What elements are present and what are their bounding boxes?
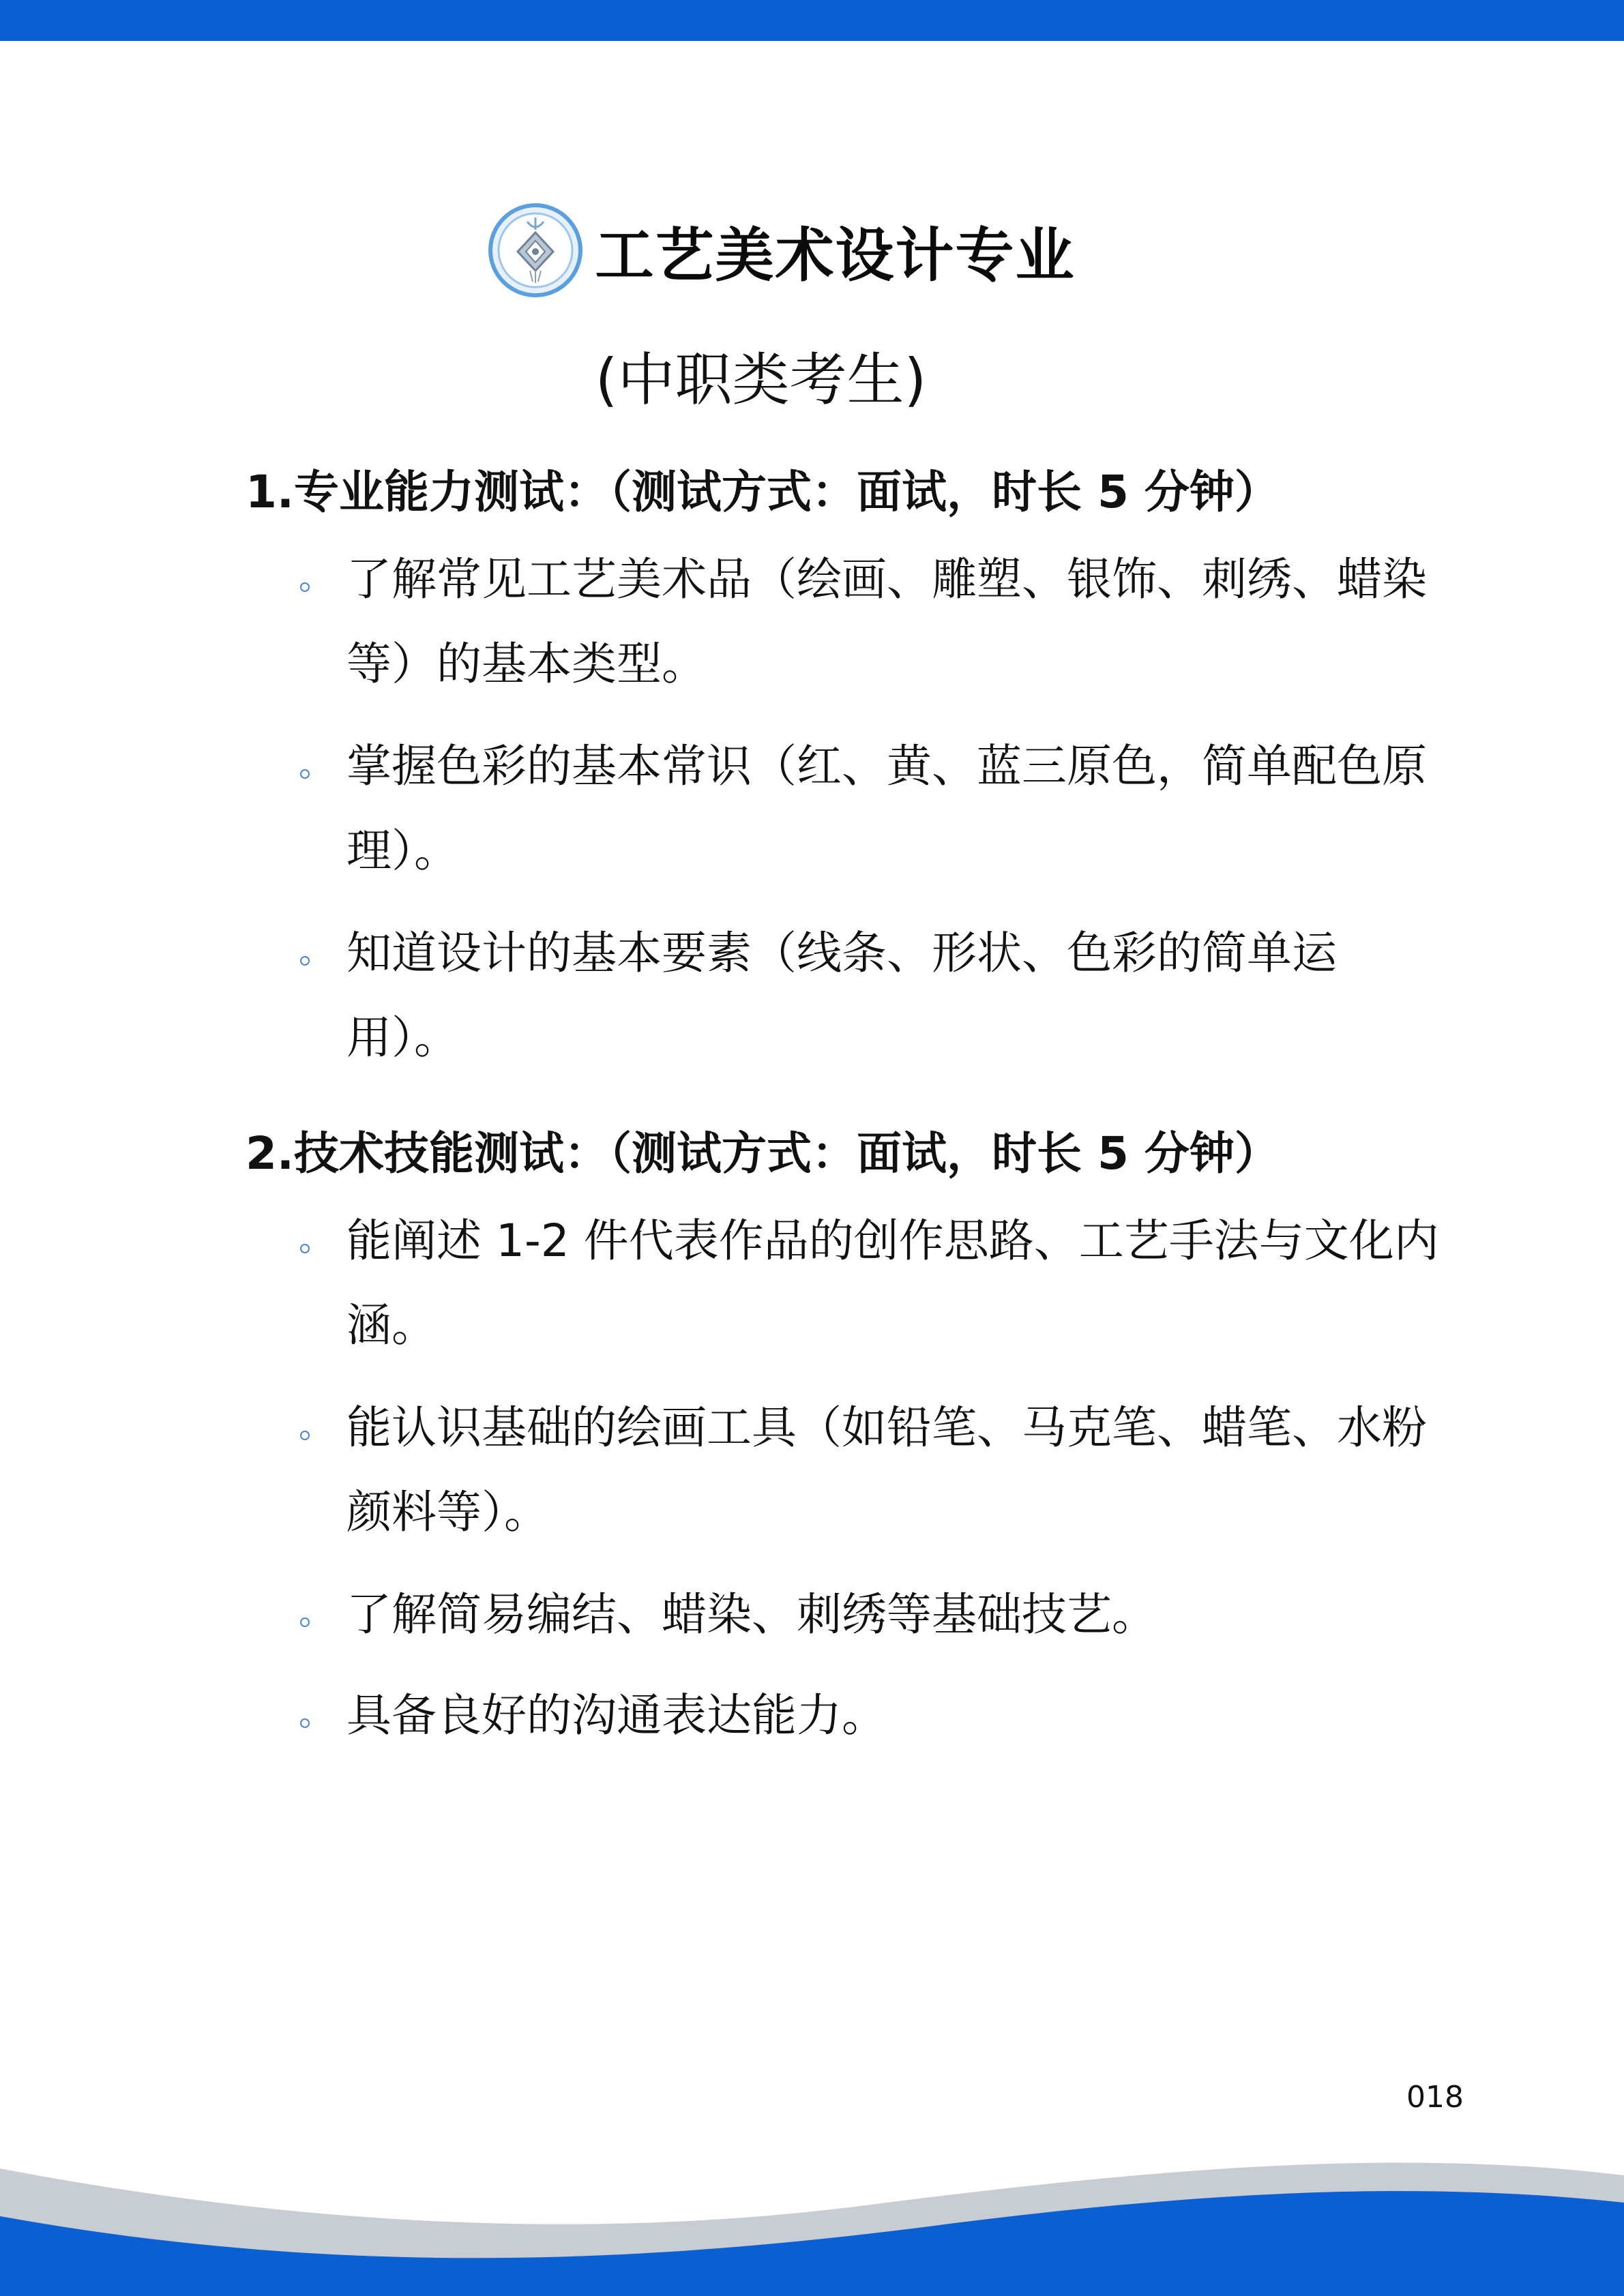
- page-title: 工艺美术设计专业: [595, 222, 1076, 290]
- top-banner-bar: [0, 0, 1624, 41]
- list-item-text: 了解简易编结、蜡染、刺绣等基础技艺。: [346, 1588, 1157, 1641]
- list-item: [300, 552, 1446, 706]
- list-item-text: 能阐述 1-2 件代表作品的创作思路、工艺手法与文化内涵。: [346, 1214, 1439, 1352]
- title-row: [0, 199, 1624, 301]
- circle-bullet-icon: [300, 1617, 310, 1627]
- list-item-text: 掌握色彩的基本常识（红、黄、蓝三原色，简单配色原理）。: [346, 740, 1427, 877]
- circle-bullet-icon: [300, 956, 310, 966]
- pendant-emblem-icon: [488, 203, 583, 298]
- list-item-text: 具备良好的沟通表达能力。: [346, 1689, 887, 1742]
- list-item: [300, 1401, 1446, 1555]
- list-item: [300, 1688, 1446, 1758]
- bottom-wave-decoration: [0, 2141, 1624, 2296]
- list-item: [300, 1214, 1446, 1368]
- list-item: [300, 739, 1446, 893]
- circle-bullet-icon: [300, 1718, 310, 1728]
- list-item: [300, 926, 1446, 1080]
- page-subtitle: (中职类考生): [595, 346, 927, 413]
- circle-bullet-icon: [300, 582, 310, 592]
- circle-bullet-icon: [300, 1244, 310, 1253]
- list-item-text: 能认识基础的绘画工具（如铅笔、马克笔、蜡笔、水粉颜料等）。: [346, 1401, 1427, 1538]
- page-number: 018: [1406, 2080, 1464, 2115]
- list-item-text: 知道设计的基本要素（线条、形状、色彩的简单运用）。: [346, 927, 1337, 1064]
- list-item: [300, 1587, 1446, 1657]
- list-item-text: 了解常见工艺美术品（绘画、雕塑、银饰、刺绣、蜡染等）的基本类型。: [346, 553, 1427, 690]
- circle-bullet-icon: [300, 1431, 310, 1440]
- circle-bullet-icon: [300, 769, 310, 779]
- section-heading-1: 1.专业能力测试：（测试方式：面试，时长 5 分钟）: [246, 466, 1280, 518]
- section-heading-2: 2.技术技能测试：（测试方式：面试，时长 5 分钟）: [246, 1127, 1280, 1180]
